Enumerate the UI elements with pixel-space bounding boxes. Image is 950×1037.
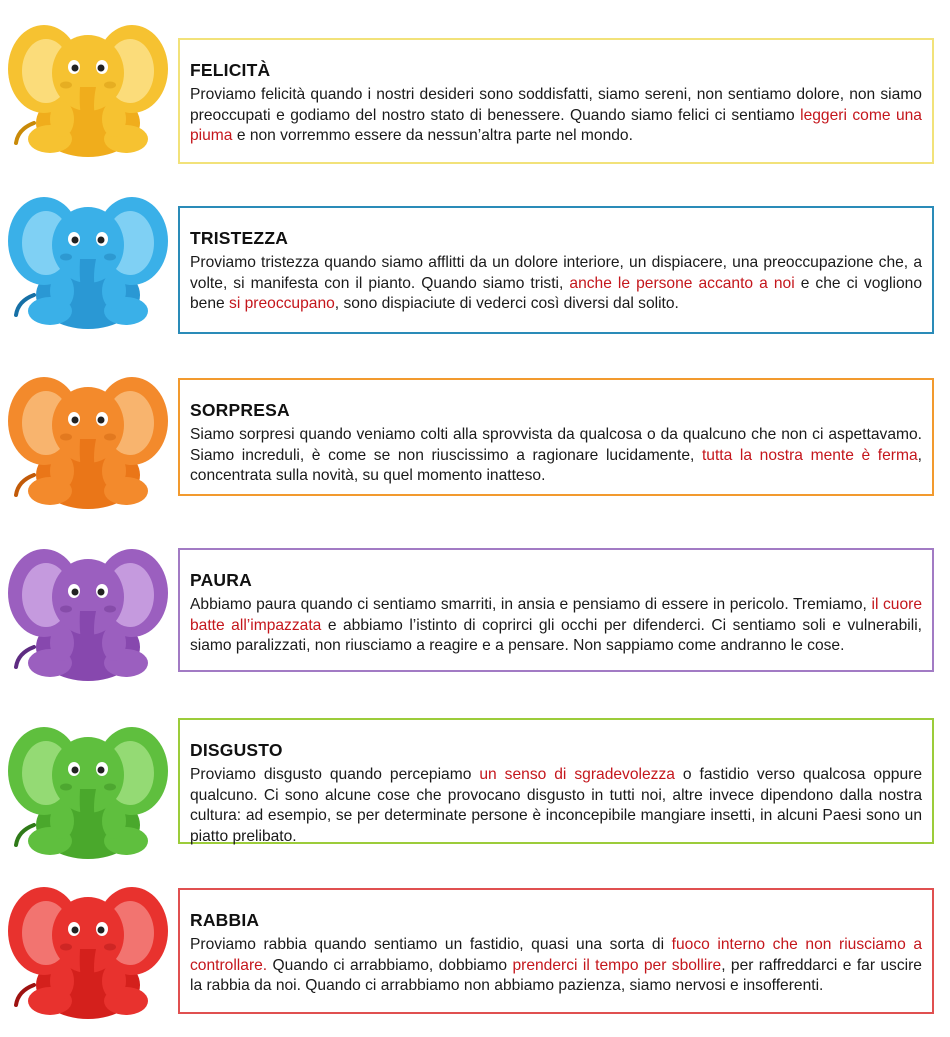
green-disgusted-elephant-icon: [4, 708, 172, 868]
emotion-card-tristezza: [178, 206, 934, 334]
emotion-card-disgusto: [178, 718, 934, 844]
highlight-text: tutta la nostra mente è ferma: [701, 446, 918, 464]
emotion-title: FELICITÀ: [190, 60, 271, 80]
highlight-text: si preoccupano: [229, 295, 335, 312]
emotion-card-felicita: [178, 38, 934, 164]
highlight-text: fuoco interno che non riusciamo a controllare.: [190, 936, 923, 974]
emotion-title: SORPRESA: [190, 400, 290, 420]
yellow-happy-elephant-icon: [4, 6, 172, 166]
emotion-description: Siamo sorpresi quando veniamo colti alla sprovvista da qualcosa o da qualcuno che non ci aspettavamo. Siamo increduli, è come se non riuscissimo a ragionare lucidamente, tutta la nostra mente è ferma, concentrata sulla novità, su quel momento inatteso.: [190, 426, 922, 484]
blue-crying-elephant-icon: [4, 178, 172, 338]
emotion-title: RABBIA: [190, 910, 260, 930]
emotion-card-sorpresa: [178, 378, 934, 496]
red-angry-elephant-icon: [4, 868, 172, 1028]
highlight-text: prenderci il tempo per sbollire: [512, 956, 722, 974]
emotion-title: DISGUSTO: [190, 740, 283, 760]
emotion-card-paura: [178, 548, 934, 672]
highlight-text: anche le persone accanto a noi: [569, 274, 795, 292]
orange-surprised-elephant-icon: [4, 358, 172, 518]
highlight-text: un senso di sgradevolezza: [479, 766, 675, 783]
emotion-description: Proviamo rabbia quando sentiamo un fastidio, quasi una sorta di fuoco interno che non riusciamo a controllare. Quando ci arrabbiamo, dobbiamo prenderci il tempo per sbollire, per raffreddarci e far uscire la rabbia da noi. Quando ci arrabbiamo non abbiamo pazienza, siamo nervosi e insofferenti.: [190, 936, 923, 994]
emotion-title: TRISTEZZA: [190, 228, 289, 248]
purple-scared-elephant-icon: [4, 530, 172, 690]
emotion-card-rabbia: [178, 888, 934, 1014]
emotion-description: Proviamo disgusto quando percepiamo un senso di sgradevolezza o fastidio verso qualcosa oppure qualcuno. Ci sono alcune cose che provocano disgusto in tutti noi, altre invece dipendono dalla nostra cultura: ad esempio, se per determinate persone è inconcepibile mangiare insetti, in alcuni Paesi sono un piatto prelibato.: [190, 766, 922, 845]
emotion-description: Abbiamo paura quando ci sentiamo smarriti, in ansia e pensiamo di essere in pericolo. Tremiamo, il cuore batte all’impazzata e abbiamo l’istinto di coprirci gli occhi per difenderci. Ci sentiamo soli e vulnerabili, siamo paralizzati, non riusciamo a reagire e a pensare. Non sappiamo come andranno le cose.: [190, 596, 922, 654]
highlight-text: leggeri come una piuma: [190, 106, 922, 144]
emotion-description: Proviamo tristezza quando siamo afflitti da un dolore interiore, un dispiacere, una preoccupazione che, a volte, si manifesta con il pianto. Quando siamo tristi, anche le persone accanto a noi e che ci vogliono bene si preoccupano, sono dispiaciute di vederci così diversi dal solito.: [190, 254, 922, 312]
emotion-description: Proviamo felicità quando i nostri desideri sono soddisfatti, siamo sereni, non sentiamo dolore, non siamo preoccupati e godiamo del nostro stato di benessere. Quando siamo felici ci sentiamo leggeri come una piuma e non vorremmo essere da nessun’altra parte nel mondo.: [190, 86, 922, 144]
highlight-text: il cuore batte all’impazzata: [190, 596, 922, 634]
emotion-title: PAURA: [190, 570, 252, 590]
